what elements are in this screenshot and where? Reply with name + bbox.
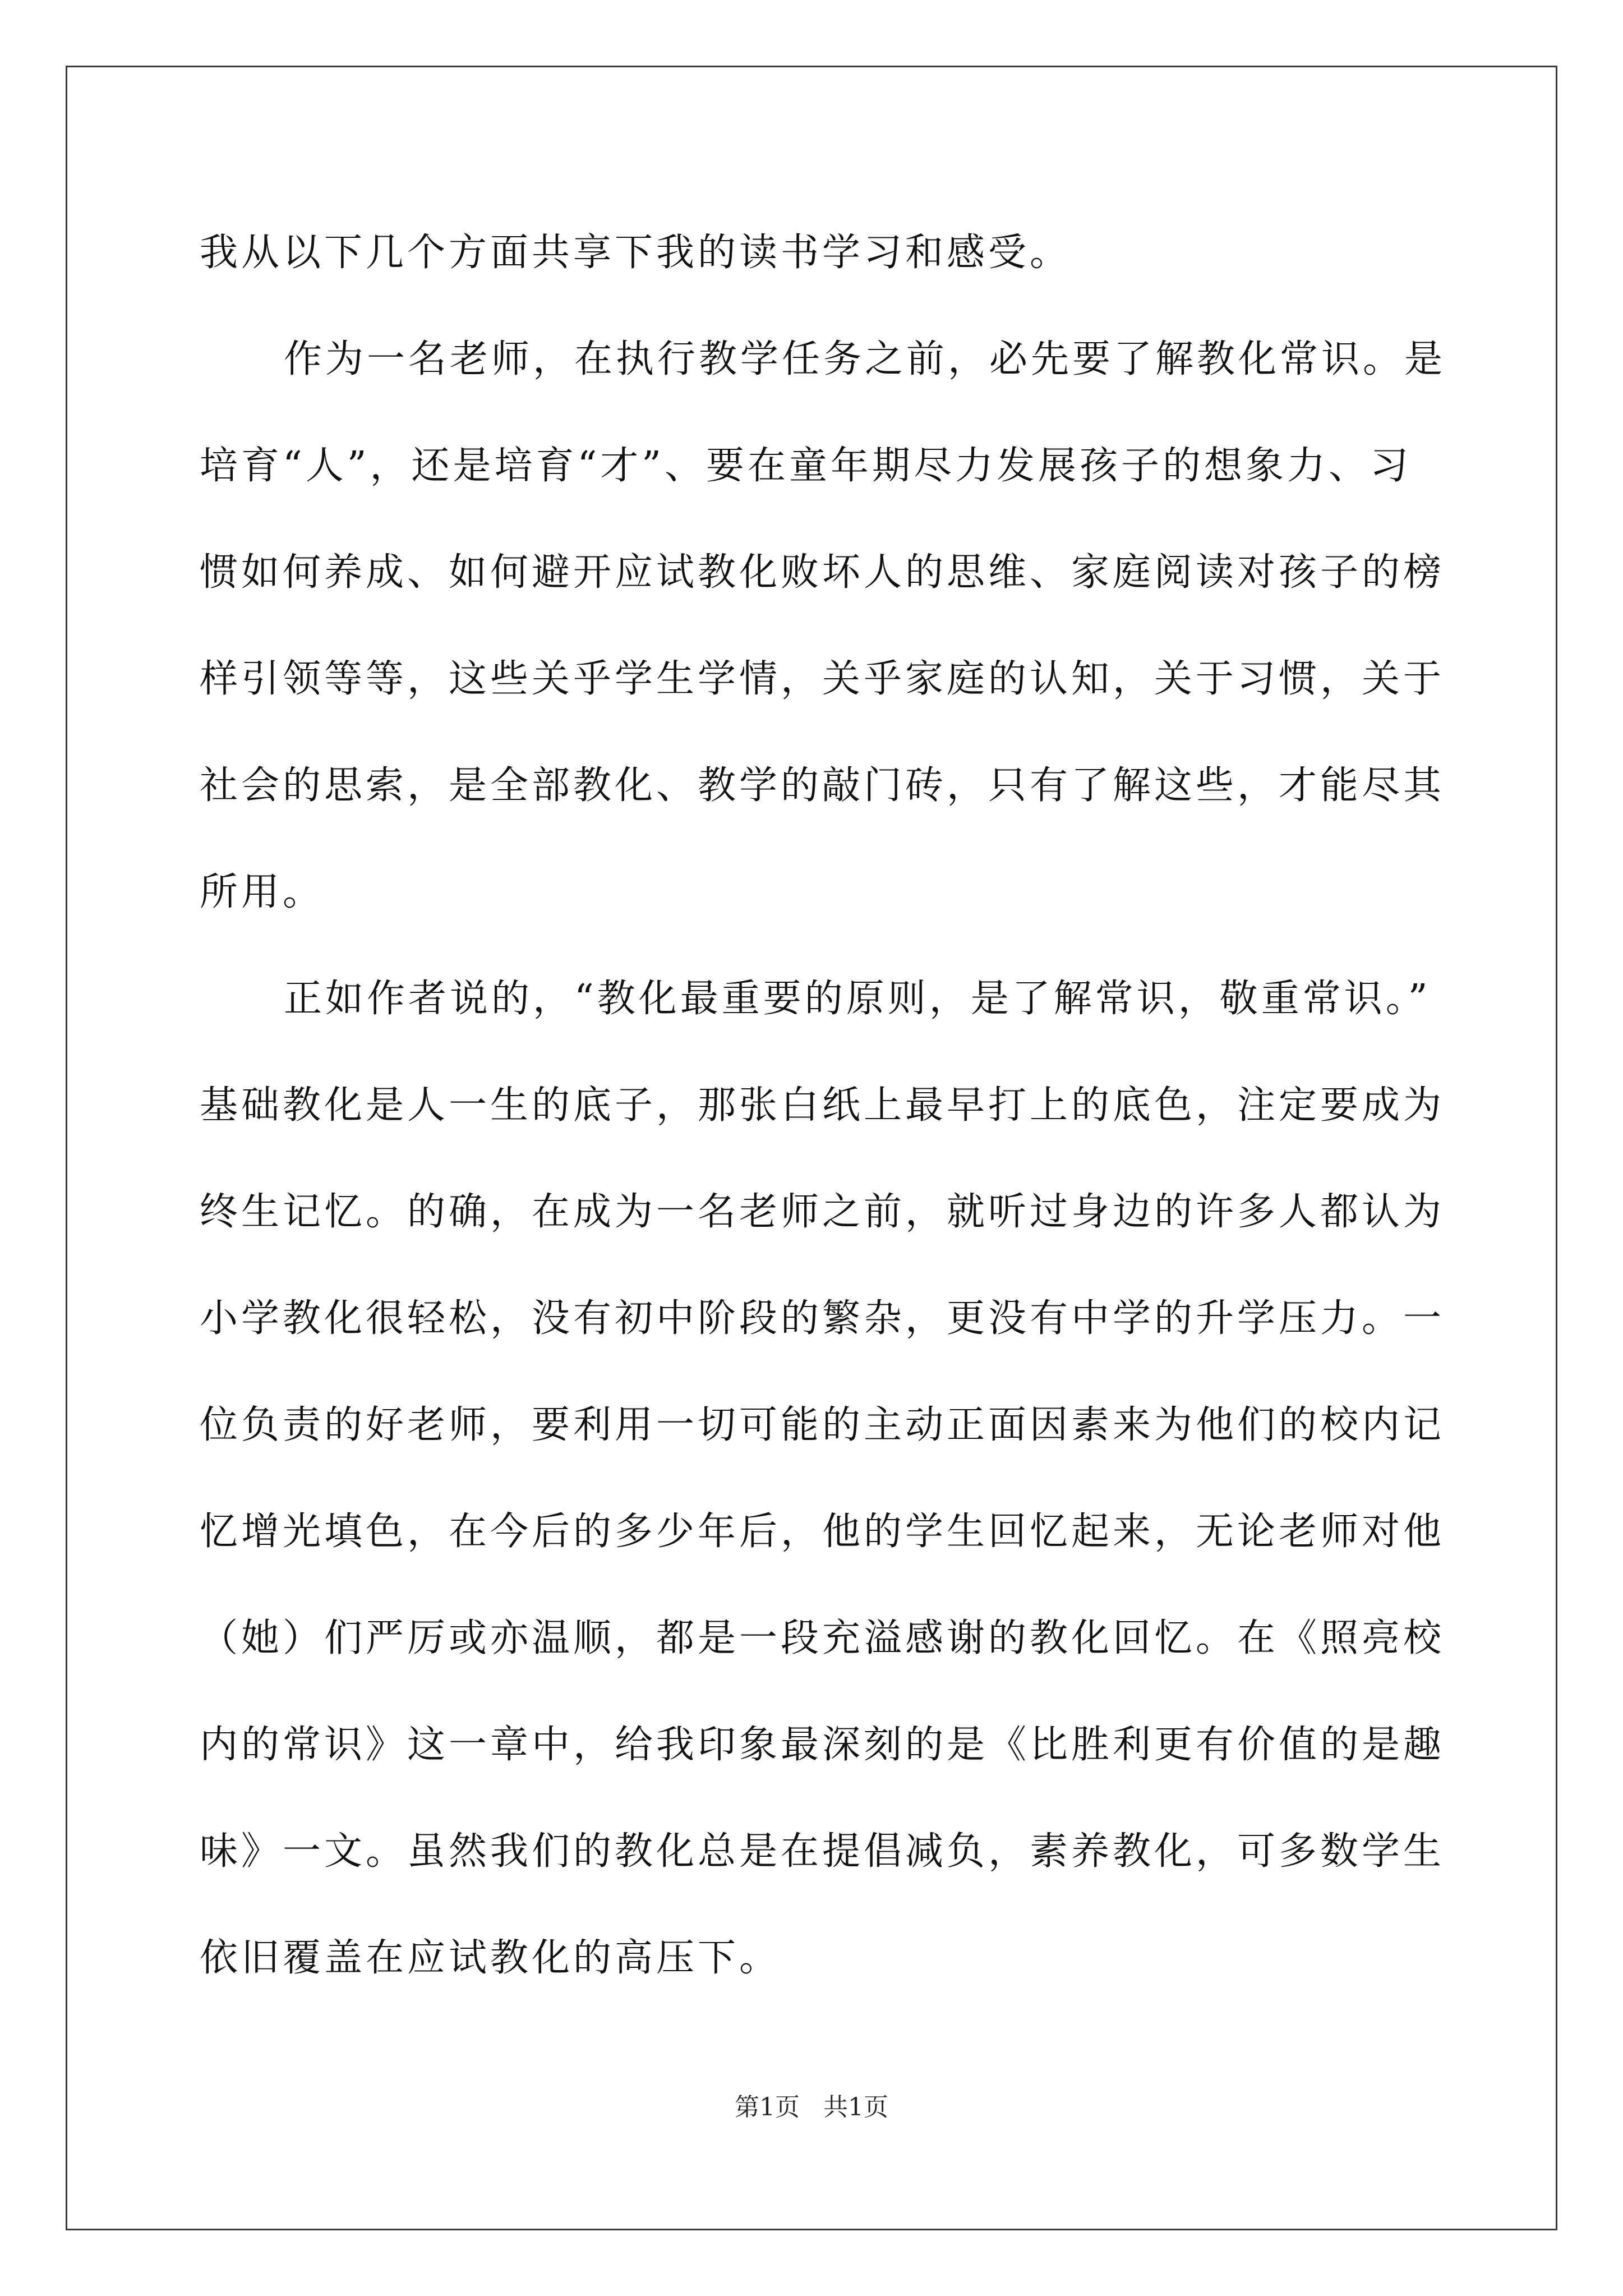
paragraph-2-line-4: 样引领等等，这些关乎学生学情，关乎家庭的认知，关于习惯，关于 xyxy=(200,657,1445,701)
paragraph-3-line-2: 基础教化是人一生的底子，那张白纸上最早打上的底色，注定要成为 xyxy=(200,1083,1445,1128)
paragraph-3-line-4: 小学教化很轻松，没有初中阶段的繁杂，更没有中学的升学压力。一 xyxy=(200,1296,1445,1341)
paragraph-3-line-1: 正如作者说的，“教化最重要的原则，是了解常识，敬重常识。” xyxy=(284,977,1431,1021)
paragraph-2 xyxy=(200,306,1446,946)
document-body xyxy=(200,200,1446,2012)
paragraph-3-line-10: 依旧覆盖在应试教化的高压下。 xyxy=(200,1936,781,1980)
paragraph-2-line-2: 培育“人”，还是培育“才”、要在童年期尽力发展孩子的想象力、习 xyxy=(200,444,1412,488)
paragraph-3 xyxy=(200,946,1445,2012)
paragraph-2-line-1: 作为一名老师，在执行教学任务之前，必先要了解教化常识。是 xyxy=(284,337,1446,381)
paragraph-3-line-8: 内的常识》这一章中，给我印象最深刻的是《比胜利更有价值的是趣 xyxy=(200,1723,1445,1767)
paragraph-2-line-6: 所用。 xyxy=(200,870,325,914)
paragraph-3-line-3: 终生记忆。的确，在成为一名老师之前，就听过身边的许多人都认为 xyxy=(200,1190,1445,1234)
paragraph-3-line-9: 味》一文。虽然我们的教化总是在提倡减负，素养教化，可多数学生 xyxy=(200,1829,1445,1874)
page-number: 第1页 xyxy=(735,2093,800,2122)
paragraph-2-line-5: 社会的思索，是全部教化、教学的敲门砖，只有了解这些，才能尽其 xyxy=(200,763,1445,808)
paragraph-1-line-1: 我从以下几个方面共享下我的读书学习和感受。 xyxy=(200,231,1072,275)
paragraph-3-line-6: 忆增光填色，在今后的多少年后，他的学生回忆起来，无论老师对他 xyxy=(200,1510,1445,1554)
page-footer xyxy=(0,2091,1623,2124)
paragraph-1 xyxy=(200,200,1433,306)
page-total: 共1页 xyxy=(823,2093,888,2122)
paragraph-2-line-3: 惯如何养成、如何避开应试教化败坏人的思维、家庭阅读对孩子的榜 xyxy=(200,550,1445,595)
paragraph-3-line-7: （她）们严厉或亦温顺，都是一段充溢感谢的教化回忆。在《照亮校 xyxy=(200,1616,1445,1660)
paragraph-3-line-5: 位负责的好老师，要利用一切可能的主动正面因素来为他们的校内记 xyxy=(200,1403,1445,1447)
